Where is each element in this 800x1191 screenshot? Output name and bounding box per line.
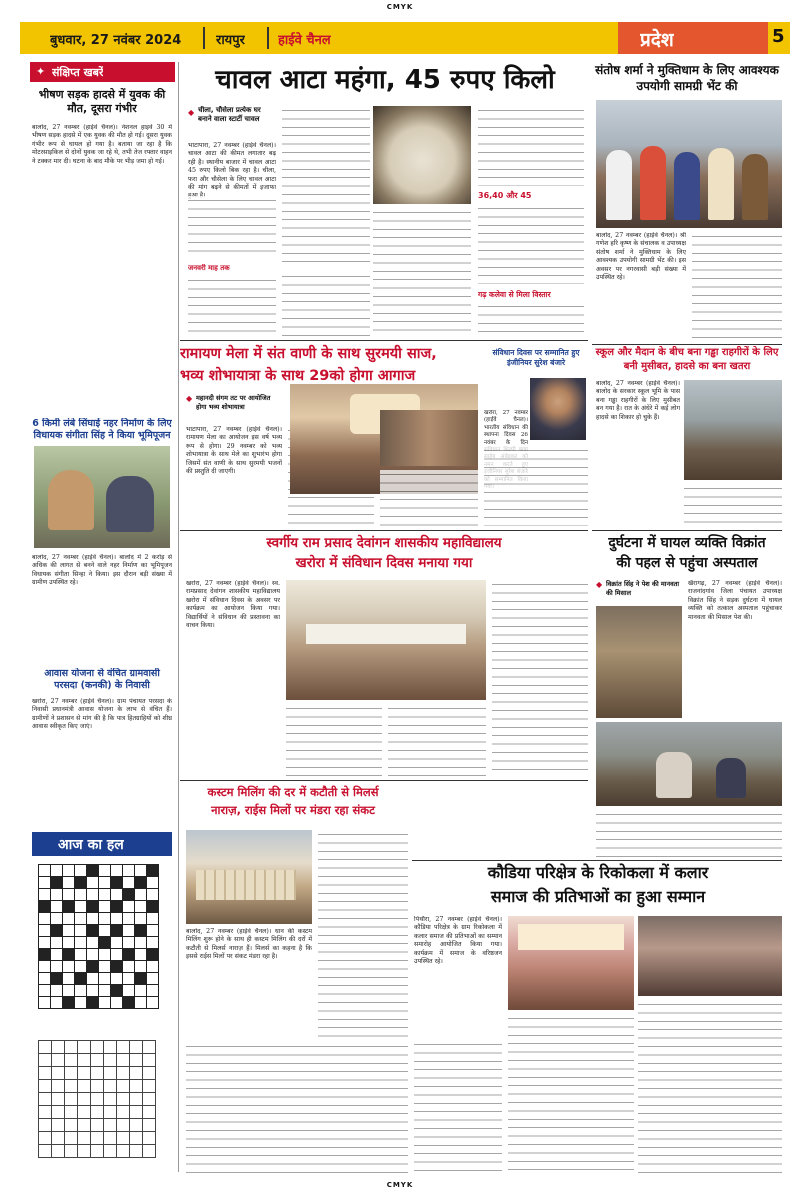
puzzle-title: आज का हल <box>58 837 124 853</box>
rule-under-college <box>180 780 588 781</box>
rice-col1-lines-2 <box>188 276 276 336</box>
ramayan-body: भाटापारा, 27 नवम्बर (हाईवे चैनल)। रामायण मेला का आयोजन इस वर्ष भव्य रूप से होगा। 29 नवम्बर को भव्य शोभायात्रा के साथ मेले का शुभारंभ होगा जिसमें संत वाणी के साथ सुरमयी भजनों की प्रस्तुति दी जाएगी। <box>186 426 282 476</box>
star-icon: ✦ <box>36 65 46 78</box>
rice-subhead: चीला, चौसेला प्रत्येक घर बनाने वाला स्टार्टी चावल <box>198 106 261 123</box>
college-col3-lines <box>388 704 486 776</box>
rice-col4-lines-3 <box>478 302 584 338</box>
accident-col-lines <box>596 810 782 860</box>
rice-subhead-box <box>188 106 276 140</box>
milling-headline-1: कस्टम मिलिंग की दर में कटौती से मिलर्स <box>207 785 379 799</box>
ramayan-subhead-text: महानदी संगम तट पर आयोजित होगा भव्य शोभायात्रा <box>196 394 271 411</box>
college-event-photo <box>286 580 486 700</box>
rice-col1-lines <box>188 196 276 256</box>
rice-col2-lines <box>282 106 370 266</box>
bullet-icon: ◆ <box>596 580 603 589</box>
cmyk-mark-bottom: CMYK <box>386 1181 414 1189</box>
brief-item-1-headline: भीषण सड़क हादसे में युवक की मौत, दूसरा गंभीर <box>38 88 166 115</box>
rice-headline: चावल आटा महंगा, 45 रुपए किलो <box>215 65 555 95</box>
rice-subhead-gadh-kaleva: गढ़ कलेवा से मिला विस्तार <box>478 290 551 299</box>
masthead-date: बुधवार, 27 नवंबर 2024 <box>50 33 182 48</box>
brief-news-title: संक्षिप्त खबरें <box>52 66 104 79</box>
column-rule-left <box>178 62 179 1172</box>
santosh-headline: संतोष शर्मा ने मुक्तिधाम के लिए आवश्यक उपयोगी सामग्री भेंट की <box>595 63 779 93</box>
kaudiya-felicitation-photo <box>638 916 782 996</box>
brief-news-column <box>30 62 175 832</box>
masthead-bar <box>20 22 790 54</box>
accident-scene-photo <box>596 722 782 806</box>
brief-item-2-body: बालोद, 27 नवम्बर (हाईवे चैनल)। बालोद में 2 करोड़ से अधिक की लागत से बनने वाले नहर निर्माण का भूमिपूजन विधायक संगीता सिन्हा ने किया। इस दौरान बड़ी संख्या में ग्रामीण उपस्थित रहे। <box>32 554 172 587</box>
masthead-divider <box>203 27 205 49</box>
santosh-col2-lines <box>692 232 782 342</box>
kaudiya-stage-photo <box>508 916 634 1010</box>
rice-subhead-prices: 36,40 और 45 <box>478 191 532 200</box>
sudoku-grid <box>38 1040 156 1158</box>
accident-victim-photo <box>596 606 682 718</box>
milling-col2-lines <box>318 830 408 1040</box>
canal-ceremony-photo <box>34 446 170 548</box>
ramayan-headline-2: भव्य शोभायात्रा के साथ 29को होगा आगाज <box>180 368 416 384</box>
milling-body: बालोद, 27 नवम्बर (हाईवे चैनल)। धान की कस्टम मिलिंग शुरू होने के साथ ही कस्टम मिलिंग की दरों में कटौती से मिलर्स नाराज़ हैं। मिलर्स का कहना है कि इससे राईस मिलों पर संकट मंडरा रहा है। <box>186 928 312 961</box>
section-title: प्रदेश <box>640 29 674 51</box>
rice-col4-lines-2 <box>478 204 584 284</box>
school-col-lines <box>684 484 782 530</box>
brief-item-3-body: खरोरा, 27 नवम्बर (हाईवे चैनल)। ग्राम पंचायत परसदा के निवासी प्रधानमंत्री आवास योजना के लाभ से वंचित हैं। ग्रामीणों ने प्रशासन से मांग की है कि पात्र हितग्राहियों को शीघ्र आवास स्वीकृत किए जाएं। <box>32 698 172 731</box>
bullet-icon: ◆ <box>186 394 193 403</box>
accident-body: खैरागढ़, 27 नवम्बर (हाईवे चैनल)। राजनांदगांव जिला पंचायत उपाध्यक्ष विक्रांत सिंह ने सड़क दुर्घटना में घायल व्यक्ति को तत्काल अस्पताल पहुंचाकर मानवता की मिसाल पेश की। <box>688 580 782 621</box>
milling-headline-2: नाराज़, राईस मिलों पर मंडरा रहा संकट <box>211 803 375 817</box>
college-headline-2: खरोरा में संविधान दिवस मनाया गया <box>295 555 473 571</box>
pothole-photo <box>684 380 782 480</box>
kaudiya-headline-1: कौडिया परिक्षेत्र के रिकोकला में कलार <box>487 863 709 882</box>
milling-col3-lines <box>186 1042 408 1174</box>
cmyk-mark-top: CMYK <box>386 3 414 11</box>
college-col2-lines <box>286 704 382 776</box>
accident-subhead-text: विक्रांत सिंह ने पेश की मानवता की मिसाल <box>606 580 680 597</box>
crossword-grid <box>38 864 159 1009</box>
constitution-lines <box>484 446 588 526</box>
rice-mill-photo <box>186 830 312 924</box>
accident-subhead <box>596 580 682 604</box>
accident-headline-1: दुर्घटना में घायल व्यक्ति विक्रांत <box>608 535 766 551</box>
ramayan-headline-1: रामायण मेला में संत वाणी के साथ सुरमयी साज, <box>180 346 437 362</box>
rice-body-col1: भाटापारा, 27 नवम्बर (हाईवे चैनल)। चावल आटा की कीमत लगातार बढ़ रही है। स्थानीय बाजार में चावल आटा 45 रुपए किलो बिक रहा है। चीला, फरा और चौसेला के लिए चावल आटा की मांग बढ़ने से कीमतों में इजाफा <box>188 142 276 192</box>
rice-subhead-january: जनवरी माह तक <box>188 264 230 272</box>
puzzle-header <box>32 832 172 856</box>
masthead-divider-2 <box>267 27 269 49</box>
kaudiya-headline-2: समाज की प्रतिभाओं का हुआ सम्मान <box>490 887 706 906</box>
school-headline: स्कूल और मैदान के बीच बना गड्ढा राहगीरों के लिए बनी मुसीबत, हादसे का बना खतरा <box>595 347 779 372</box>
section-tab <box>618 22 768 54</box>
constitution-subhead-text: संविधान दिवस पर सम्मानित हुए इंजीनियर सुरेश बंजारे <box>492 348 580 367</box>
kaudiya-body: पिथौरा, 27 नवम्बर (हाईवे चैनल)। कौडिया परिक्षेत्र के ग्राम रिकोकला में कलार समाज की प्रतिभाओं का सम्मान समारोह आयोजित किया गया। कार्यक्रम में समाज के वरिष्ठजन उपस्थित रहे। <box>414 916 502 966</box>
rice-col2-lines-2 <box>282 272 370 338</box>
rice-col3-lines <box>373 208 471 338</box>
engineer-portrait <box>530 378 586 440</box>
rule-under-rice <box>180 340 588 341</box>
accident-headline-2: की पहल से पहुंचा अस्पताल <box>616 555 758 571</box>
college-headline-1: स्वर्गीय राम प्रसाद देवांगन शासकीय महाविद्यालय <box>266 535 502 551</box>
ramayan-col3-lines <box>380 470 478 526</box>
kaudiya-col2-lines <box>508 1014 634 1174</box>
santosh-group-photo <box>596 100 782 228</box>
school-body: बालोद, 27 नवम्बर (हाईवे चैनल)। बालोद के सरकार स्कूल भूमि के पास बना गड्ढा राहगीरों के लिए मुसीबत बन गया है। रात के अंधेरे में कई लोग हादसे का शिकार हो चुके हैं। <box>596 380 680 421</box>
ramayan-meeting-photo <box>380 410 478 466</box>
santosh-body: बालोद, 27 नवम्बर (हाईवे चैनल)। श्री गणेश हरि कृष्ण के संचालक व उपाध्यक्ष संतोष शर्मा ने मुक्तिधाम के लिए आवश्यक उपयोगी सामग्री भेंट की। इस अवसर पर नगरवासी बड़ी संख्या में उपस्थित रहे। <box>596 232 686 282</box>
college-body: खरोरा, 27 नवम्बर (हाईवे चैनल)। स्व. रामप्रसाद देवांगन शासकीय महाविद्यालय खरोरा में संविधान दिवस के अवसर पर कार्यक्रम का आयोजन किया गया। विद्यार्थियों ने संविधान की प्रस्तावना का वाचन किया। <box>186 580 280 630</box>
masthead-city: रायपुर <box>216 33 245 48</box>
brief-item-3-headline: आवास योजना से वंचित ग्रामवासी परसदा (कनकी) के निवासी <box>44 668 160 691</box>
rice-flour-photo <box>373 106 471 204</box>
ramayan-subhead <box>186 394 282 420</box>
rule-right-col <box>592 344 782 345</box>
puzzle-section <box>32 832 172 1172</box>
rule-under-ramayan <box>180 530 588 531</box>
page-number: 5 <box>772 26 785 47</box>
masthead-paper: हाईवे चैनल <box>278 33 331 48</box>
bullet-icon: ◆ <box>188 108 195 117</box>
kaudiya-col1-lines <box>414 1040 502 1174</box>
brief-news-header <box>30 62 175 82</box>
rice-col4-lines <box>478 106 584 186</box>
rule-right-2 <box>592 530 782 531</box>
constitution-body: खरोरा, 27 नवम्बर (हाईवे चैनल)। भारतीय संविधान की स्थापना दिवस 26 नवंबर के दिन <box>484 410 528 446</box>
college-col4-lines <box>492 580 588 776</box>
brief-item-1-body: बालोद, 27 नवम्बर (हाईवे चैनल)। नेशनल हाइवे 30 में भीषण सड़क हादसे में एक युवक की मौत हो गई। दूसरा युवक गंभीर रूप से घायल हो गया है। बताया जा रहा है कि मोटरसाइकिल से दोनों युवक जा रहे थे, तभी तेज रफ्तार वाहन ने टक्कर मार दी। घटना के बाद मौके पर भीड़ जमा हो गई। <box>32 124 172 165</box>
brief-item-2-headline: 6 किमी लंबे सिंघाई नहर निर्माण के लिए विधायक संगीता सिंह ने किया भूमिपूजन <box>32 418 172 441</box>
kaudiya-col3-lines <box>638 1000 782 1174</box>
rule-kaudiya <box>412 860 782 861</box>
